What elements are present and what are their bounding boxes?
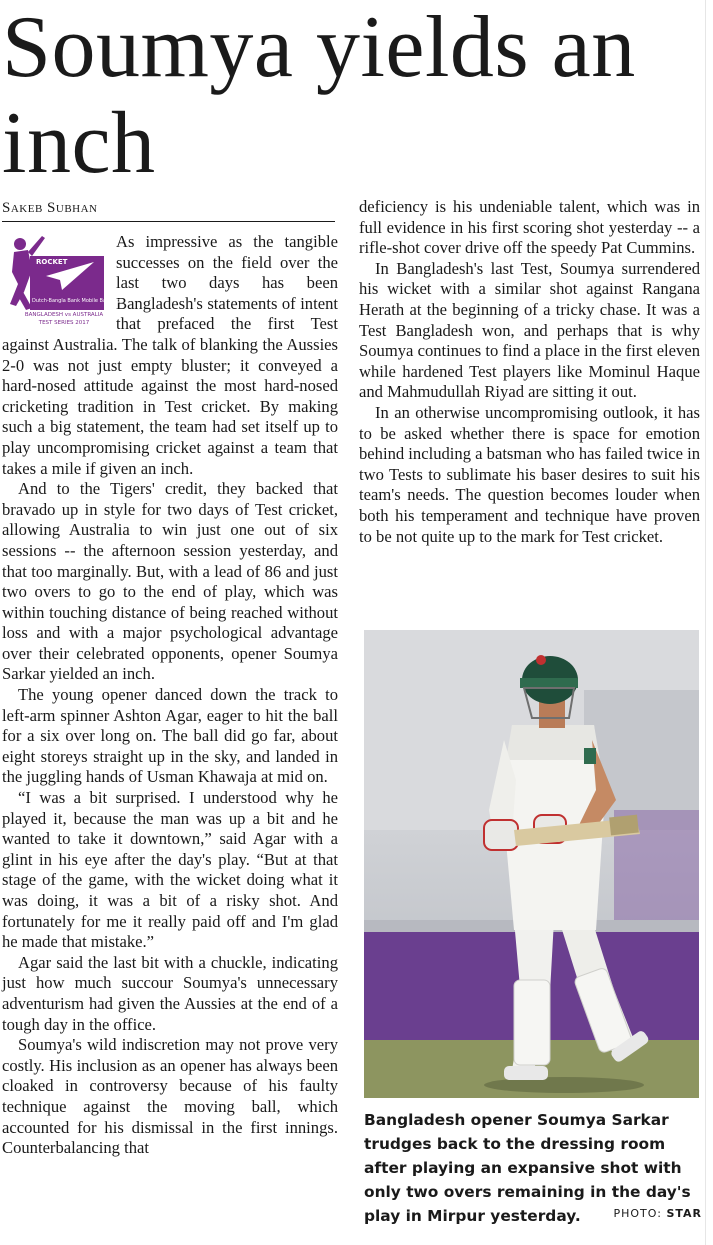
logo-tagline: Dutch-Bangla Bank Mobile Banking bbox=[32, 298, 120, 304]
logo-series-line-1: BANGLADESH vs AUSTRALIA bbox=[24, 312, 104, 318]
paragraph: In an otherwise uncompromising outlook, it has to be asked whether there is space for emotion behind including a batsman who has failed twice in two Tests to sublimate his baser desires to suit his team's needs. The question becomes louder when both his temperament and technique have proven to be not quite up to the mark for Test cricket. bbox=[359, 402, 701, 546]
news-photo bbox=[364, 630, 699, 1098]
caption-text: Bangladesh opener Soumya Sarkar trudges back to the dressing room after playing an expansive shot with only two overs remaining in the day's play in Mirpur yesterday. bbox=[364, 1111, 691, 1225]
paragraph: As impressive as the tangible successes on the field over the last two days has been Bangladesh's statements of intent that prefaced the first Test against Australia. The talk of blanking the Aussies 2-0 was not just empty bluster; it conveyed a hard-nosed attitude against the most hard-nosed cricketing tradition in Test cricket. By making such a big statement, the team had set itself up to play uncompromising cricket against a team that takes a mile if given an inch. bbox=[2, 232, 338, 478]
photo-credit bbox=[613, 1202, 702, 1226]
paragraph: “I was a bit surprised. I understood why he played it, because the man was up a bit and he wanted to take it downtown,” said Agar with a glint in his eye after the day's play. “But at that stage of the game, with the wicket doing what it was doing, it was a bit of a risky shot. And fortunately for me it really paid off and I'm glad he made that mistake.” bbox=[2, 788, 338, 952]
paragraph: deficiency is his undeniable talent, which was in full evidence in his first scoring shot yesterday -- a rifle-shot cover drive off the speedy Pat Cummins. bbox=[359, 197, 700, 258]
photo-caption bbox=[364, 1108, 702, 1230]
paragraph: The young opener danced down the track to left-arm spinner Ashton Agar, eager to hit the ball for a six over long on. The ball did go far, about eight storeys straight up in the sky, and landed in the juggling hands of Usman Khawaja at mid on. bbox=[2, 685, 338, 787]
article-column-right bbox=[359, 197, 700, 617]
paragraph: Soumya's wild indiscretion may not prove very costly. His inclusion as an opener has always been cloaked in controversy because of his faulty technique against the moving ball, which accounted for his dismissal in the first innings. Counterbalancing that bbox=[2, 1035, 338, 1158]
paragraph: Agar said the last bit with a chuckle, indicating just how much succour Soumya's unnecessary adventurism had given the Aussies at the end of a tough day in the office. bbox=[2, 952, 338, 1034]
paragraph: In Bangladesh's last Test, Soumya surrendered his wicket with a similar shot against Rangana Herath at the beginning of a tricky chase. It was a Test Bangladesh won, and perhaps that is why Soumya continues to find a place in the first eleven while hardened Test players like Mominul Haque and Mahmudullah Riyad are sitting it out. bbox=[359, 258, 700, 402]
page-edge-line bbox=[705, 0, 706, 1245]
credit-label: PHOTO: bbox=[613, 1207, 662, 1220]
logo-series-line-2: TEST SERIES 2017 bbox=[38, 320, 90, 326]
logo-brand: ROCKET bbox=[36, 258, 68, 266]
byline: Sakeb Subhan bbox=[2, 197, 335, 222]
series-logo bbox=[2, 232, 120, 328]
batsman-walking-photo bbox=[364, 630, 699, 1098]
paragraph: And to the Tigers' credit, they backed that bravado up in style for two days of Test cricket, allowing Australia to win just one out of six sessions -- the afternoon session yesterday, and that too marginally. But, with a lead of 86 and just two overs to go to the end of play, which was within touching distance of being reached without loss and with a major psychological advantage over their celebrated opponents, opener Soumya Sarkar yielded an inch. bbox=[2, 479, 338, 684]
article-column-left bbox=[2, 232, 338, 1232]
headline: Soumya yields an inch bbox=[2, 0, 636, 192]
credit-source: STAR bbox=[666, 1207, 702, 1220]
